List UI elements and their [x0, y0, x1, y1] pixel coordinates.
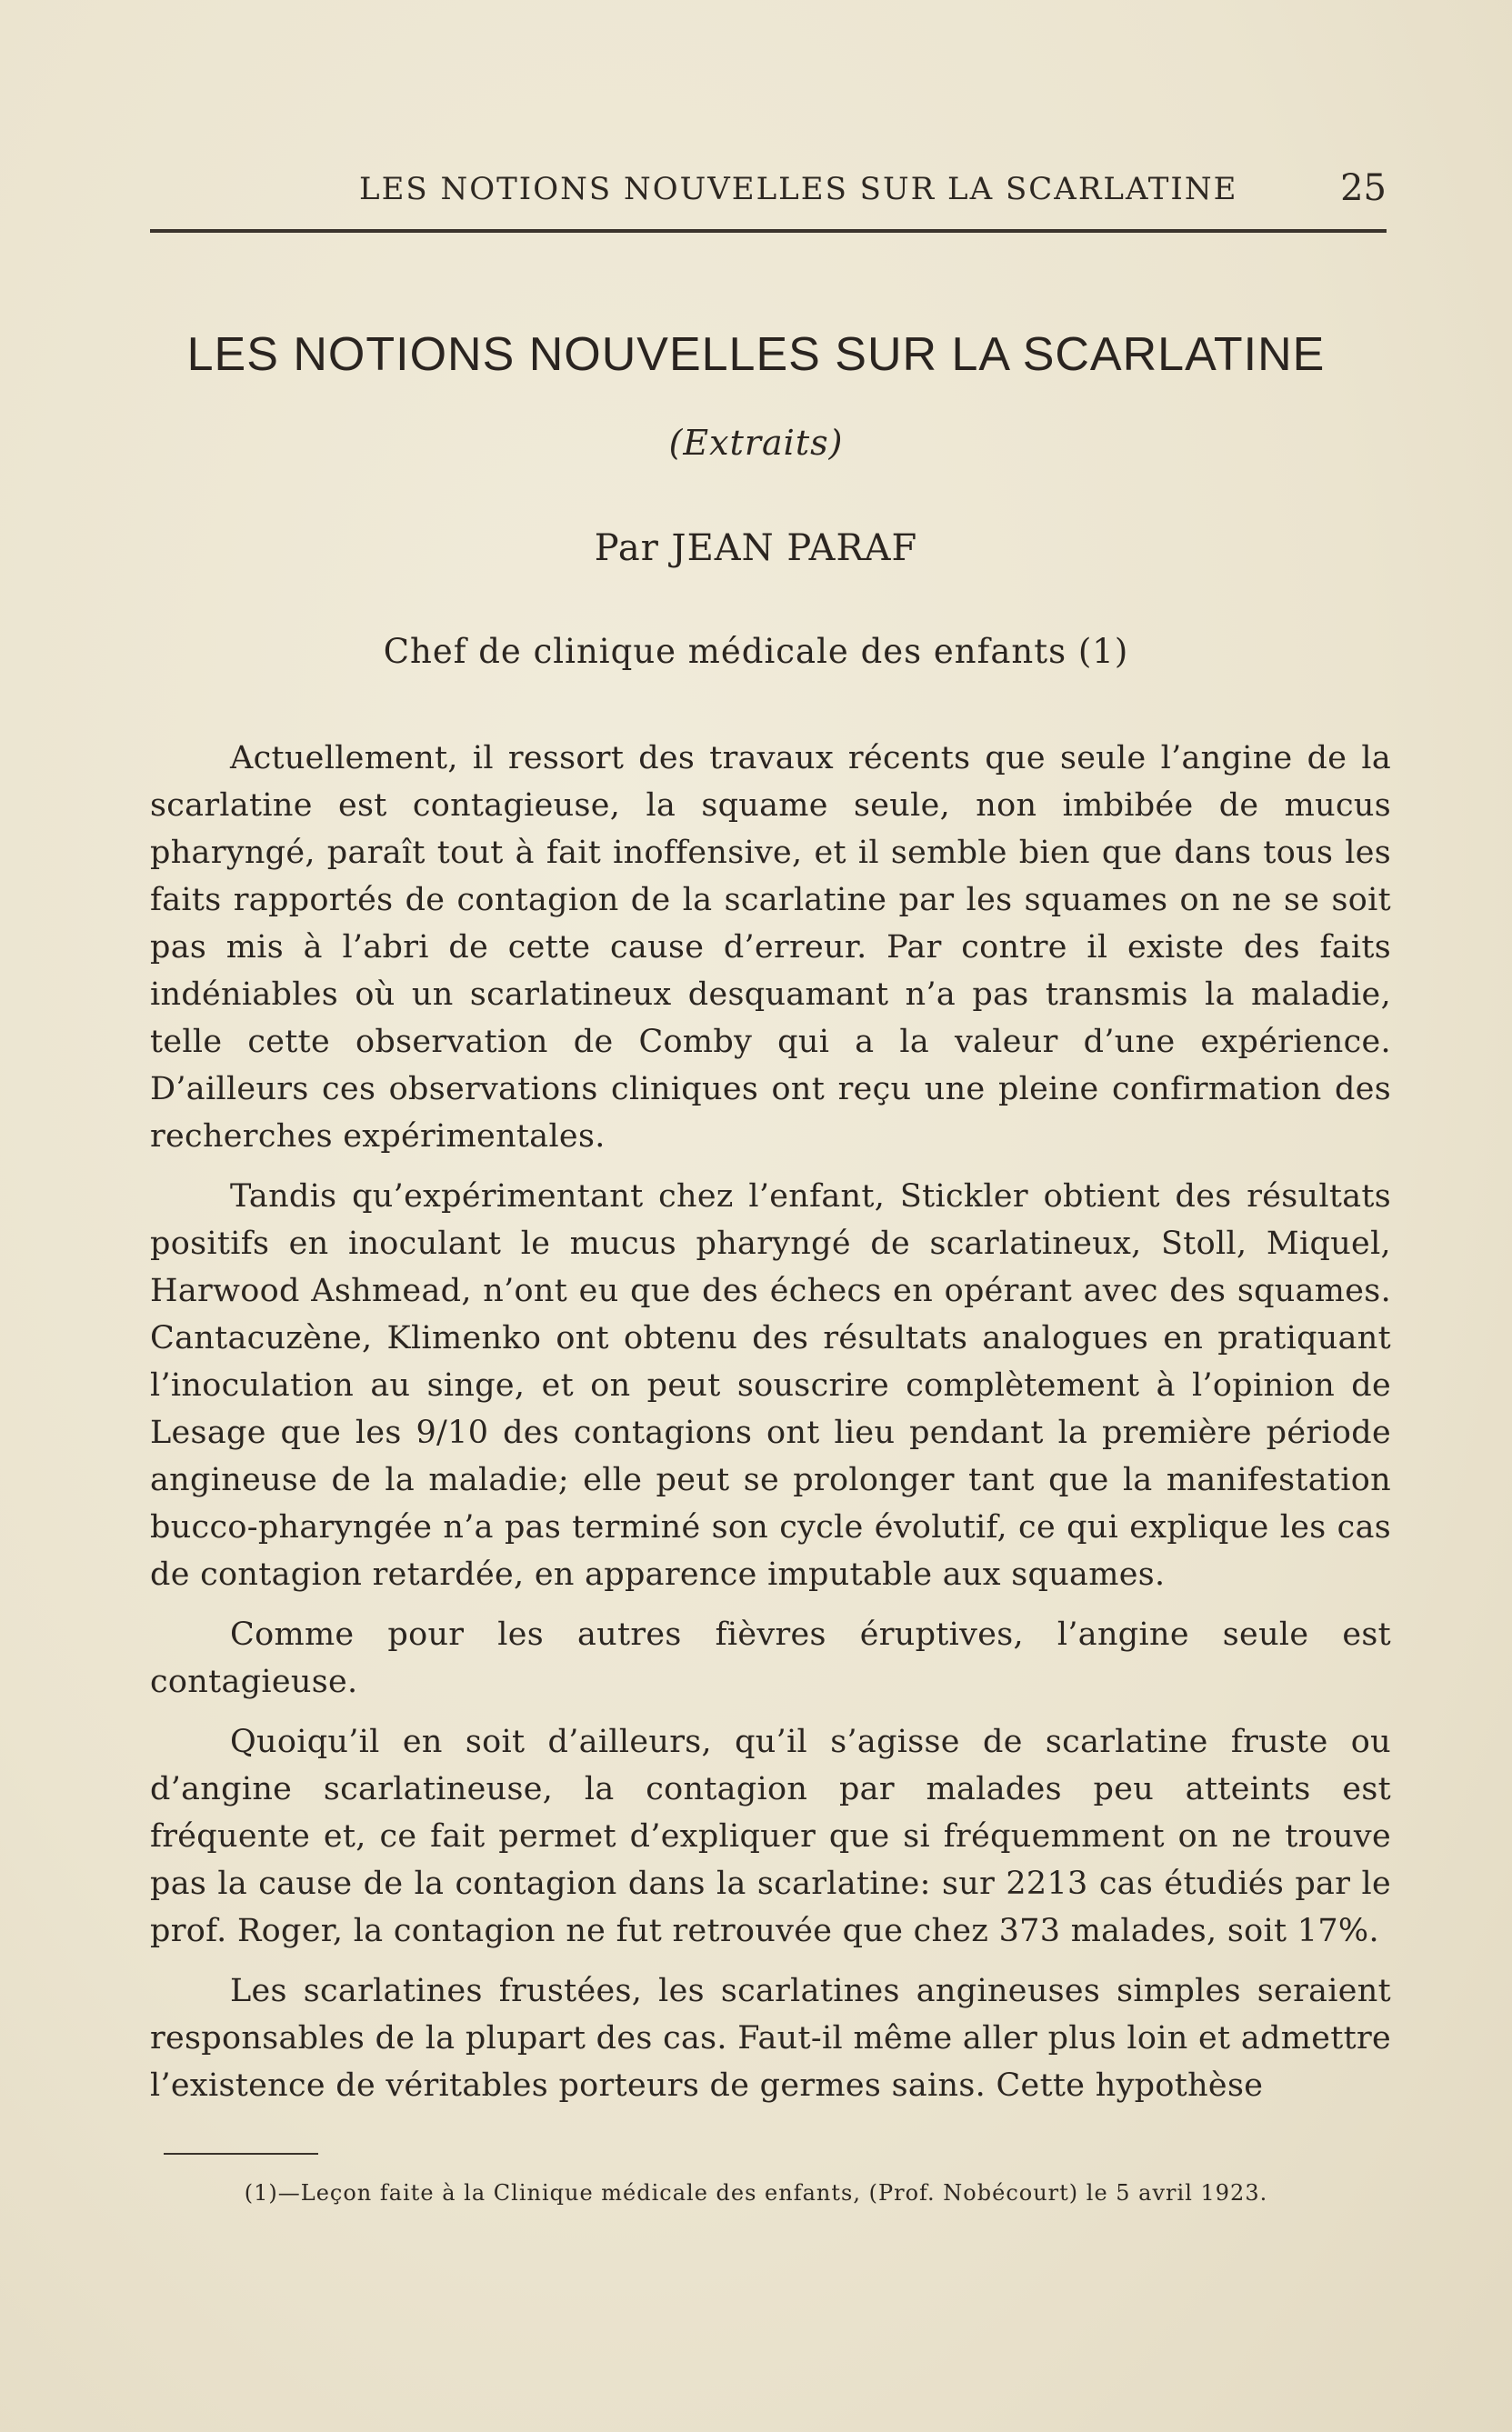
running-title: LES NOTIONS NOUVELLES SUR LA SCARLATINE	[359, 171, 1238, 207]
header-rule	[150, 229, 1387, 233]
article-body	[150, 735, 1391, 2122]
article-title: LES NOTIONS NOUVELLES SUR LA SCARLATINE	[186, 328, 1326, 381]
paragraph: Quoiqu’il en soit d’ailleurs, qu’il s’agisse de scarlatine fruste ou d’angine scarlatineuse, la contagion par malades peu atteints est fréquente et, ce fait permet d’expliquer que si fréquemment on ne trouve pas la cause de la contagion dans la scarlatine: sur 2213 cas étudiés par le prof. Roger, la contagion ne fut retrouvée que chez 373 malades, soit 17%.	[150, 1724, 1391, 1949]
footnote: (1)—Leçon faite à la Clinique médicale des enfants, (Prof. Nobécourt) le 5 avril 1923.	[244, 2180, 1268, 2206]
paragraph: Actuellement, il ressort des travaux récents que seule l’angine de la scarlatine est contagieuse, la squame seule, non imbibée de mucus pharyngé, paraît tout à fait inoffensive, et il semble bien que dans tous les faits rapportés de contagion de la scarlatine par les squames on ne se soit pas mis à l’abri de cette cause d’erreur. Par contre il existe des faits indéniables où un scarlatineux desquamant n’a pas transmis la maladie, telle cette observation de Comby qui a la valeur d’une expérience. D’ailleurs ces observations cliniques ont reçu une pleine confirmation des recherches expérimentales.	[150, 740, 1391, 1155]
author-affiliation: Chef de clinique médicale des enfants (1)	[383, 632, 1129, 671]
paragraph: Comme pour les autres fièvres éruptives, l’angine seule est contagieuse.	[150, 1616, 1391, 1700]
running-header	[150, 164, 1387, 218]
paragraph: Tandis qu’expérimentant chez l’enfant, Stickler obtient des résultats positifs en inoculant le mucus pharyngé de scarlatineux, Stoll, Miquel, Harwood Ashmead, n’ont eu que des échecs en opérant avec des squames. Cantacuzène, Klimenko ont obtenu des résultats analogues en pratiquant l’inoculation au singe, et on peut souscrire complètement à l’opinion de Lesage que les 9/10 des contagions ont lieu pendant la première période angineuse de la maladie; elle peut se prolonger tant que la manifestation bucco-pharyngée n’a pas terminé son cycle évolutif, ce qui explique les cas de contagion retardée, en apparence imputable aux squames.	[150, 1178, 1391, 1593]
page-number: 25	[1340, 167, 1387, 209]
article-subtitle: (Extraits)	[668, 423, 844, 463]
footnote-rule	[164, 2153, 318, 2155]
paragraph: Les scarlatines frustées, les scarlatines angineuses simples seraient responsables de la plupart des cas. Faut-il même aller plus loin et admettre l’existence de véritables porteurs de germes sains. Cette hypothèse	[150, 1973, 1391, 2104]
author-byline: Par JEAN PARAF	[594, 527, 918, 569]
